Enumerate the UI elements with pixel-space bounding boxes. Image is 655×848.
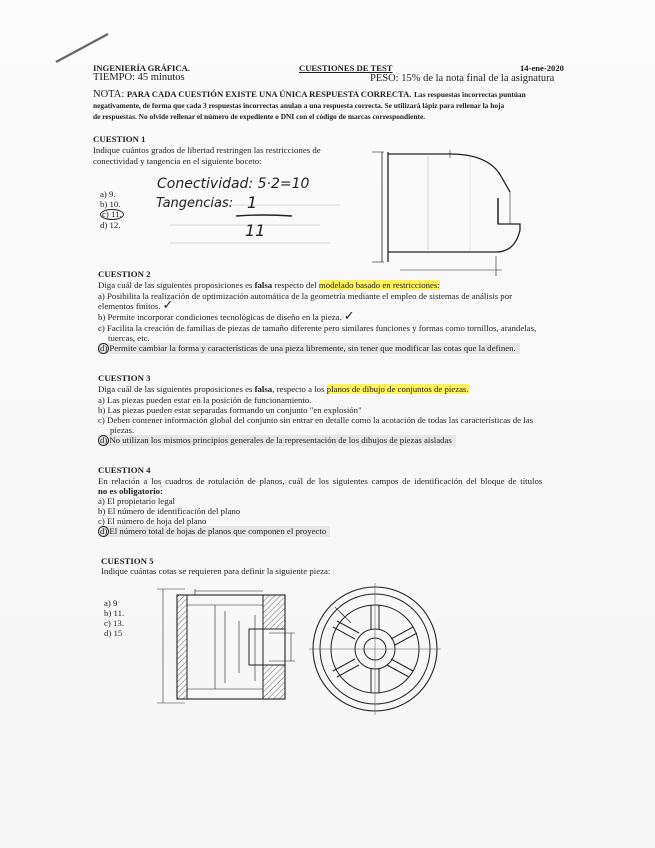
test-title: CUESTIONES DE TEST xyxy=(299,63,393,73)
q3-intro-a: Diga cuál de las siguientes proposiciones es xyxy=(98,384,255,394)
note-text-1: Las respuestas incorrectas puntúan xyxy=(414,90,526,99)
q1-hand-underline xyxy=(234,212,294,220)
q3-intro xyxy=(98,384,469,395)
q5-option-d: d) 15 xyxy=(104,628,123,638)
q5-section-view xyxy=(155,585,305,715)
q1-option-b: b) 10. xyxy=(100,199,121,209)
q3-option-c-1: c) Deben contener información global del conjunto sin entrar en detalle como la acotación de todas las características de las xyxy=(98,415,534,425)
q1-sketch xyxy=(370,130,540,280)
q2-intro-c: respecto del xyxy=(272,280,319,290)
q2-intro-a: Diga cuál de las siguientes proposiciones es xyxy=(98,280,255,290)
q4-option-d xyxy=(98,526,330,537)
q2-option-a-2 xyxy=(98,298,174,313)
q4-text-2: no es obligatorio: xyxy=(98,486,163,496)
note-text-2: negativamente, de forma que cada 3 respuestas incorrectas anulan a una respuesta correcta. Se utilizará lápiz para rellenar la hoja xyxy=(93,101,505,110)
q1-text-1: Indique cuántos grados de libertad restringen las restricciones de xyxy=(93,145,321,155)
q1-option-d: d) 12. xyxy=(100,220,121,230)
note-label: NOTA: xyxy=(93,89,125,100)
q2-option-d-selected: d) xyxy=(100,343,108,353)
q5-front-view xyxy=(305,583,445,723)
q2-option-b-text: b) Permite incorporar condiciones tecnológicas de diseño en la pieza. xyxy=(98,312,342,322)
q3-option-d-selected: d) xyxy=(100,435,108,445)
q4-text-1: En relación a los cuadros de rotulación de planos, cuál de los siguientes campos de identificación del bloque de títulos xyxy=(98,476,543,486)
q1-handwriting-2: Tangencias: xyxy=(156,196,234,211)
q3-intro-false: falsa xyxy=(254,384,273,394)
q4-option-d-selected: d) xyxy=(100,526,108,536)
q3-intro-c: , respecto a los xyxy=(272,384,327,394)
exam-weight: PESO: 15% de la nota final de la asignatura xyxy=(370,73,555,84)
q4-title: CUESTION 4 xyxy=(98,465,151,475)
check-icon: ✓ xyxy=(162,298,174,313)
q2-option-a-2-text: elementos finitos. xyxy=(98,301,161,311)
q5-option-a: a) 9 xyxy=(104,598,118,608)
q1-title: CUESTION 1 xyxy=(93,134,146,144)
q1-text-2: conectividad y tangencia en el siguiente boceto: xyxy=(93,156,262,166)
q1-option-c xyxy=(100,209,124,220)
pencil-stroke xyxy=(52,28,112,68)
q2-intro xyxy=(98,280,440,291)
q1-option-c-selected: c) 11. xyxy=(102,209,122,219)
q1-handwriting-3: 1 xyxy=(247,193,258,212)
q1-handwriting-1: Conectividad: 5·2=10 xyxy=(157,176,310,192)
q3-option-b: b) Las piezas pueden estar separadas formando un conjunto "en explosión" xyxy=(98,405,362,415)
q2-option-c-1: c) Facilita la creación de familias de piezas de tamaño diferente pero similares funciones y formas como tornillos, arandelas, xyxy=(98,323,537,333)
q4-option-b: b) El número de identificación del plano xyxy=(98,506,241,516)
q5-title: CUESTION 5 xyxy=(101,556,154,566)
course-name: INGENIERÍA GRÁFICA. xyxy=(93,63,190,73)
q4-option-c: c) El número de hoja del plano xyxy=(98,516,207,526)
q3-option-d-text: No utilizan los mismos principios generales de la representación de los dibujos de piezas aisladas xyxy=(109,435,452,445)
q5-option-b: b) 11. xyxy=(104,608,125,618)
q4-option-a: a) El propietario legal xyxy=(98,496,175,506)
q2-option-a-1: a) Posibilita la realización de optimización automática de la geometría mediante el empleo de sistemas de análisis por xyxy=(98,291,513,301)
note-line xyxy=(93,88,526,101)
exam-date: 14-ene-2020 xyxy=(520,63,564,73)
q5-text: Indique cuántas cotas se requieren para definir la siguiente pieza: xyxy=(101,566,331,576)
q3-intro-highlight: planos de dibujo de conjuntos de piezas. xyxy=(326,384,469,394)
q2-intro-false: falsa xyxy=(254,280,273,290)
q2-option-d-text: Permite cambiar la forma y características de una pieza libremente, sin tener que modificar las cotas que la definen. xyxy=(109,343,516,353)
check-icon: ✓ xyxy=(343,309,355,324)
q2-option-c-2: tuercas, etc. xyxy=(108,333,150,343)
q3-option-a: a) Las piezas pueden estar en la posición de funcionamiento. xyxy=(98,395,312,405)
exam-time: TIEMPO: 45 minutos xyxy=(93,72,185,83)
q4-option-d-text: El número total de hojas de planos que componen el proyecto xyxy=(109,526,327,536)
q2-option-d xyxy=(98,343,520,354)
note-emphasis: PARA CADA CUESTIÓN EXISTE UNA ÚNICA RESPUESTA CORRECTA. xyxy=(126,89,412,99)
q2-intro-highlight: modelado basado en restricciones: xyxy=(318,280,440,290)
q2-title: CUESTION 2 xyxy=(98,269,151,279)
q3-option-c-2: piezas. xyxy=(110,425,135,435)
q1-handwriting-4: 11 xyxy=(245,221,266,240)
note-text-3: de respuestas. No olvide rellenar el número de expediente o DNI con el código de marcas correspondiente. xyxy=(93,112,426,121)
q1-option-a: a) 9. xyxy=(100,189,116,199)
q3-title: CUESTION 3 xyxy=(98,373,151,383)
q2-option-b xyxy=(98,309,355,324)
q5-option-c: c) 13. xyxy=(104,618,125,628)
q3-option-d xyxy=(98,435,456,446)
